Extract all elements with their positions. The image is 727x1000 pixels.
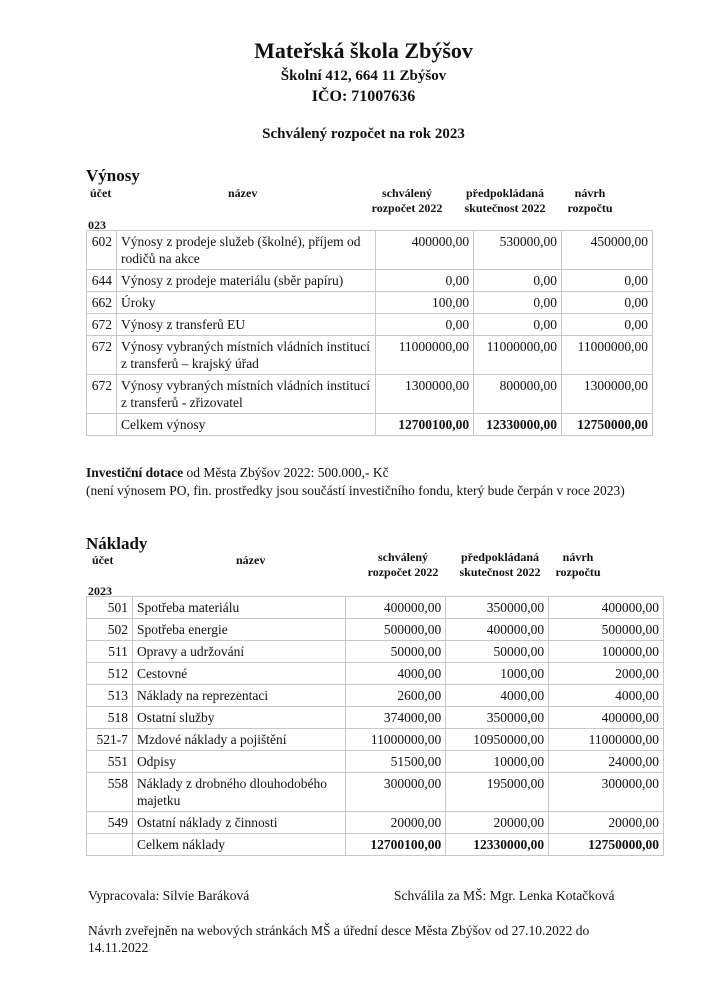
- costs-cell-approved: 11000000,00: [346, 729, 446, 751]
- revenue-col-approved: [362, 186, 452, 216]
- costs-total-approved: 12700100,00: [346, 834, 446, 856]
- revenue-cell-code: 644: [87, 270, 117, 292]
- costs-cell-name: Odpisy: [132, 751, 345, 773]
- costs-col-account: účet: [92, 553, 114, 567]
- costs-cell-proposal: 400000,00: [549, 707, 664, 729]
- costs-cell-expected: 10000,00: [446, 751, 549, 773]
- costs-cell-name: Náklady z drobného dlouhodobého majetku: [132, 773, 345, 812]
- costs-col-approved: [358, 550, 448, 580]
- costs-cell-name: Mzdové náklady a pojištění: [132, 729, 345, 751]
- costs-col-approved-line2: rozpočet 2022: [367, 565, 439, 579]
- costs-cell-code: 513: [87, 685, 133, 707]
- costs-row: [87, 812, 664, 834]
- costs-cell-proposal: 20000,00: [549, 812, 664, 834]
- costs-cell-name: Spotřeba materiálu: [132, 597, 345, 619]
- costs-cell-approved: 300000,00: [346, 773, 446, 812]
- revenue-cell-proposal: 450000,00: [562, 231, 653, 270]
- costs-cell-proposal: 500000,00: [549, 619, 664, 641]
- costs-cell-proposal: 4000,00: [549, 685, 664, 707]
- costs-cell-proposal: 400000,00: [549, 597, 664, 619]
- revenue-row: [87, 375, 653, 414]
- revenue-total-expected: 12330000,00: [474, 414, 562, 436]
- costs-col-expected-line1: předpokládaná: [460, 550, 540, 564]
- investment-note-label: Investiční dotace: [86, 465, 184, 480]
- costs-cell-code: 518: [87, 707, 133, 729]
- revenue-cell-expected: 0,00: [474, 270, 562, 292]
- costs-cell-expected: 1000,00: [446, 663, 549, 685]
- costs-col-approved-line1: schválený: [377, 550, 428, 564]
- revenue-col-proposal: [560, 186, 620, 216]
- costs-cell-code: 558: [87, 773, 133, 812]
- costs-cell-expected: 400000,00: [446, 619, 549, 641]
- revenue-cell-code: 672: [87, 336, 117, 375]
- revenue-row: [87, 292, 653, 314]
- revenue-col-name: název: [228, 186, 258, 200]
- costs-cell-expected: 350000,00: [446, 597, 549, 619]
- revenue-col-proposal-line2: rozpočtu: [567, 201, 613, 215]
- costs-cell-approved: 51500,00: [346, 751, 446, 773]
- costs-table-body: [87, 597, 664, 856]
- revenue-cell-expected: 0,00: [474, 292, 562, 314]
- revenue-cell-approved: 0,00: [376, 314, 474, 336]
- costs-cell-name: Spotřeba energie: [132, 619, 345, 641]
- costs-cell-proposal: 2000,00: [549, 663, 664, 685]
- costs-row: [87, 663, 664, 685]
- costs-total-label: Celkem náklady: [132, 834, 345, 856]
- costs-cell-approved: 500000,00: [346, 619, 446, 641]
- revenue-col-expected: [455, 186, 555, 216]
- costs-cell-proposal: 300000,00: [549, 773, 664, 812]
- costs-cell-approved: 4000,00: [346, 663, 446, 685]
- costs-cell-name: Náklady na reprezentaci: [132, 685, 345, 707]
- costs-total-expected: 12330000,00: [446, 834, 549, 856]
- costs-cell-proposal: 11000000,00: [549, 729, 664, 751]
- prepared-by: Vypracovala: Silvie Baráková: [88, 888, 250, 903]
- revenue-row: [87, 336, 653, 375]
- revenue-cell-name: Výnosy z prodeje materiálu (sběr papíru): [116, 270, 375, 292]
- costs-cell-code: 549: [87, 812, 133, 834]
- costs-row: [87, 773, 664, 812]
- revenue-col-expected-line1: předpokládaná: [465, 186, 545, 200]
- costs-cell-code: 502: [87, 619, 133, 641]
- costs-row: [87, 729, 664, 751]
- revenue-cell-proposal: 11000000,00: [562, 336, 653, 375]
- revenue-row: [87, 231, 653, 270]
- costs-col-name: název: [236, 553, 266, 567]
- revenue-cell-approved: 1300000,00: [376, 375, 474, 414]
- revenue-total-proposal: 12750000,00: [562, 414, 653, 436]
- revenue-col-approved-line2: rozpočet 2022: [371, 201, 443, 215]
- costs-total-code-cell: [87, 834, 133, 856]
- revenue-cell-name: Výnosy z transferů EU: [116, 314, 375, 336]
- investment-note: [86, 464, 646, 481]
- publication-note: Návrh zveřejněn na webových stránkách MŠ a úřední desce Města Zbýšov od 27.10.2022 do 14.11.2022: [88, 923, 590, 955]
- revenue-cell-approved: 0,00: [376, 270, 474, 292]
- costs-row: [87, 751, 664, 773]
- revenue-cell-approved: 11000000,00: [376, 336, 474, 375]
- revenue-cell-approved: 100,00: [376, 292, 474, 314]
- costs-cell-proposal: 24000,00: [549, 751, 664, 773]
- revenue-cell-code: 602: [87, 231, 117, 270]
- costs-cell-name: Ostatní náklady z činnosti: [132, 812, 345, 834]
- revenue-table-body: [87, 231, 653, 436]
- costs-cell-expected: 10950000,00: [446, 729, 549, 751]
- costs-cell-approved: 20000,00: [346, 812, 446, 834]
- revenue-section-title: Výnosy: [86, 166, 140, 185]
- costs-cell-expected: 50000,00: [446, 641, 549, 663]
- costs-section-title: Náklady: [86, 534, 148, 553]
- revenue-cell-code: 672: [87, 314, 117, 336]
- revenue-cell-proposal: 0,00: [562, 270, 653, 292]
- revenue-total-row: [87, 414, 653, 436]
- revenue-cell-expected: 0,00: [474, 314, 562, 336]
- costs-cell-approved: 400000,00: [346, 597, 446, 619]
- revenue-total-code-cell: [87, 414, 117, 436]
- revenue-year: 023: [88, 218, 106, 232]
- investment-note-detail: (není výnosem PO, fin. prostředky jsou součástí investičního fondu, který bude čerpán v roce 2023): [86, 483, 625, 498]
- school-name: Mateřská škola Zbýšov: [254, 38, 473, 63]
- revenue-total-approved: 12700100,00: [376, 414, 474, 436]
- costs-col-proposal-line1: návrh: [562, 550, 594, 564]
- approved-by: Schválila za MŠ: Mgr. Lenka Kotačková: [394, 888, 615, 903]
- costs-col-expected-line2: skutečnost 2022: [459, 565, 541, 579]
- costs-col-proposal: [548, 550, 608, 580]
- revenue-cell-expected: 11000000,00: [474, 336, 562, 375]
- costs-cell-code: 551: [87, 751, 133, 773]
- costs-cell-approved: 50000,00: [346, 641, 446, 663]
- costs-cell-approved: 374000,00: [346, 707, 446, 729]
- revenue-row: [87, 314, 653, 336]
- costs-cell-approved: 2600,00: [346, 685, 446, 707]
- costs-col-proposal-line2: rozpočtu: [555, 565, 601, 579]
- costs-table: [86, 596, 664, 856]
- costs-cell-name: Ostatní služby: [132, 707, 345, 729]
- revenue-col-proposal-line1: návrh: [574, 186, 606, 200]
- costs-cell-code: 511: [87, 641, 133, 663]
- costs-cell-name: Cestovné: [132, 663, 345, 685]
- revenue-col-expected-line2: skutečnost 2022: [464, 201, 546, 215]
- revenue-cell-name: Výnosy z prodeje služeb (školné), příjem od rodičů na akce: [116, 231, 375, 270]
- revenue-cell-proposal: 0,00: [562, 292, 653, 314]
- costs-row: [87, 707, 664, 729]
- school-address: Školní 412, 664 11 Zbýšov: [280, 68, 447, 84]
- revenue-cell-name: Úroky: [116, 292, 375, 314]
- revenue-col-account: účet: [90, 186, 112, 200]
- costs-total-proposal: 12750000,00: [549, 834, 664, 856]
- revenue-cell-approved: 400000,00: [376, 231, 474, 270]
- school-ico: IČO: 71007636: [311, 88, 416, 105]
- costs-row: [87, 685, 664, 707]
- revenue-cell-name: Výnosy vybraných místních vládních institucí z transferů - zřizovatel: [116, 375, 375, 414]
- revenue-table: [86, 230, 653, 436]
- costs-cell-code: 512: [87, 663, 133, 685]
- costs-year: 2023: [88, 584, 112, 598]
- revenue-col-approved-line1: schválený: [381, 186, 432, 200]
- revenue-cell-proposal: 0,00: [562, 314, 653, 336]
- costs-cell-name: Opravy a udržování: [132, 641, 345, 663]
- costs-cell-expected: 4000,00: [446, 685, 549, 707]
- revenue-cell-code: 672: [87, 375, 117, 414]
- revenue-cell-expected: 530000,00: [474, 231, 562, 270]
- costs-cell-proposal: 100000,00: [549, 641, 664, 663]
- revenue-total-label: Celkem výnosy: [116, 414, 375, 436]
- costs-row: [87, 641, 664, 663]
- revenue-row: [87, 270, 653, 292]
- revenue-cell-proposal: 1300000,00: [562, 375, 653, 414]
- revenue-cell-code: 662: [87, 292, 117, 314]
- costs-cell-expected: 195000,00: [446, 773, 549, 812]
- costs-row: [87, 597, 664, 619]
- costs-cell-expected: 350000,00: [446, 707, 549, 729]
- investment-note-text: od Města Zbýšov 2022: 500.000,- Kč: [183, 465, 389, 480]
- costs-cell-code: 521-7: [87, 729, 133, 751]
- revenue-cell-expected: 800000,00: [474, 375, 562, 414]
- costs-row: [87, 619, 664, 641]
- costs-total-row: [87, 834, 664, 856]
- costs-col-expected: [450, 550, 550, 580]
- revenue-cell-name: Výnosy vybraných místních vládních institucí z transferů – krajský úřad: [116, 336, 375, 375]
- costs-cell-expected: 20000,00: [446, 812, 549, 834]
- costs-cell-code: 501: [87, 597, 133, 619]
- budget-title: Schválený rozpočet na rok 2023: [262, 126, 465, 142]
